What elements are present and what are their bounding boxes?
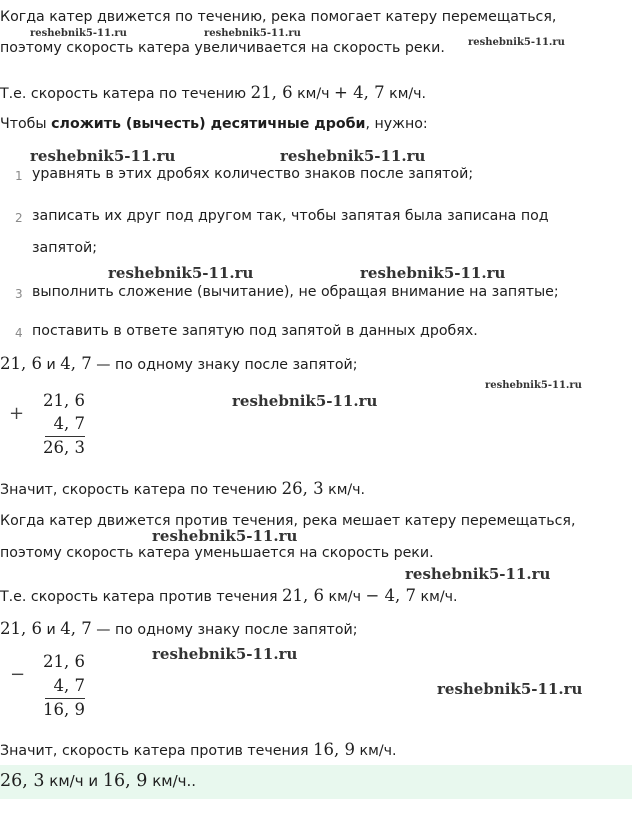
watermark: reshebnik5-11.ru: [30, 28, 127, 39]
paragraph-line: поэтому скорость катера увеличивается на скорость реки.: [0, 40, 445, 56]
watermark: reshebnik5-11.ru: [204, 28, 301, 39]
paragraph-line: поэтому скорость катера уменьшается на скорость реки.: [0, 545, 434, 561]
minus-sign: −: [10, 664, 26, 685]
watermark: reshebnik5-11.ru: [30, 147, 176, 165]
decimal-places-line: 21, 6 и 4, 7 — по одному знаку после запятой;: [0, 354, 358, 373]
step-text: уравнять в этих дробях количество знаков после запятой;: [32, 166, 474, 182]
speed-downstream-line: Т.е. скорость катера по течению 21, 6 км/ч + 4, 7 км/ч.: [0, 83, 427, 102]
subtrahend: 4, 7: [53, 676, 85, 695]
step-number: 3: [15, 287, 23, 301]
watermark: reshebnik5-11.ru: [468, 37, 565, 48]
watermark: reshebnik5-11.ru: [108, 264, 254, 282]
watermark: reshebnik5-11.ru: [280, 147, 426, 165]
paragraph-line: Когда катер движется против течения, река мешает катеру перемещаться,: [0, 513, 576, 529]
upstream-result-line: Значит, скорость катера против течения 16, 9 км/ч.: [0, 740, 397, 759]
answer-text: 26, 3 км/ч и 16, 9 км/ч..: [0, 771, 197, 791]
step-text: запятой;: [32, 240, 97, 256]
step-number: 2: [15, 211, 23, 225]
watermark: reshebnik5-11.ru: [485, 380, 582, 391]
rule-intro: Чтобы сложить (вычесть) десятичные дроби, нужно:: [0, 116, 428, 132]
speed-upstream-line: Т.е. скорость катера против течения 21, 6 км/ч − 4, 7 км/ч.: [0, 586, 458, 605]
paragraph-line: Когда катер движется по течению, река помогает катеру перемещаться,: [0, 9, 557, 25]
downstream-result-line: Значит, скорость катера по течению 26, 3 км/ч.: [0, 479, 366, 498]
watermark: reshebnik5-11.ru: [152, 645, 298, 663]
step-text: поставить в ответе запятую под запятой в данных дробях.: [32, 323, 478, 339]
watermark: reshebnik5-11.ru: [360, 264, 506, 282]
step-text: записать их друг под другом так, чтобы запятая была записана под: [32, 208, 549, 224]
step-number: 1: [15, 169, 23, 183]
difference-line: [45, 698, 85, 699]
addend-2: 4, 7: [53, 414, 85, 433]
watermark: reshebnik5-11.ru: [232, 392, 378, 410]
decimal-places-line: 21, 6 и 4, 7 — по одному знаку после запятой;: [0, 619, 358, 638]
sum-line: [45, 436, 85, 437]
sum-result: 26, 3: [43, 438, 85, 457]
watermark: reshebnik5-11.ru: [437, 680, 583, 698]
watermark: reshebnik5-11.ru: [405, 565, 551, 583]
minuend: 21, 6: [43, 652, 85, 671]
difference-result: 16, 9: [43, 700, 85, 719]
plus-sign: +: [9, 403, 25, 424]
watermark: reshebnik5-11.ru: [152, 527, 298, 545]
step-number: 4: [15, 326, 23, 340]
addend-1: 21, 6: [43, 391, 85, 410]
step-text: выполнить сложение (вычитание), не обращая внимание на запятые;: [32, 284, 559, 300]
